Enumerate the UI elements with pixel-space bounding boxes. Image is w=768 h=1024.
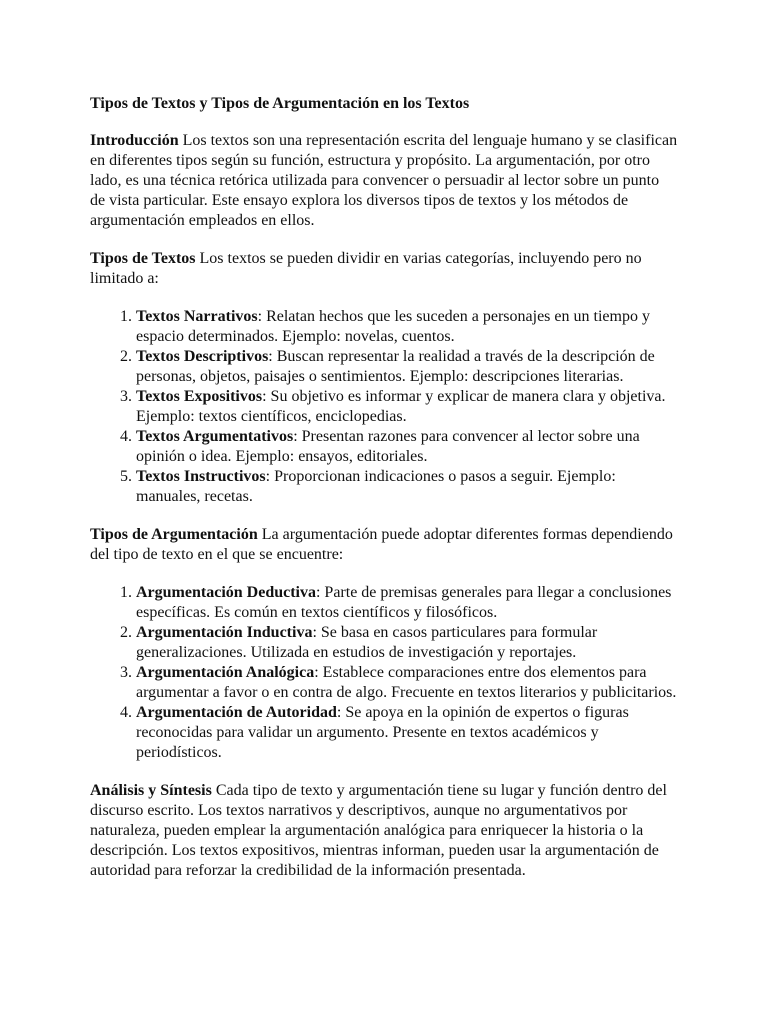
list-item-desc: : Proporcionan indicaciones o pasos a seguir. Ejemplo: manuales, recetas. xyxy=(136,468,616,505)
intro-text: Los textos son una representación escrita del lenguaje humano y se clasifican en diferentes tipos según su función, estructura y propósito. La argumentación, por otro lado, es una técnica retórica utilizada para convencer o persuadir al lector sobre un punto de vista particular. Este ensayo explora los diversos tipos de textos y los métodos de argumentación empleados en ellos. xyxy=(90,132,678,229)
list-item-desc: : Se basa en casos particulares para formular generalizaciones. Utilizada en estudios de investigación y reportajes. xyxy=(136,624,598,661)
list-item-term: Argumentación Analógica xyxy=(136,664,315,681)
list-item-term: Textos Narrativos xyxy=(136,308,258,325)
tipos-argumentacion-text: La argumentación puede adoptar diferentes formas dependiendo del tipo de texto en el que se encuentre: xyxy=(90,526,673,563)
tipos-argumentacion-heading: Tipos de Argumentación xyxy=(90,526,258,543)
analisis-paragraph xyxy=(90,781,678,881)
intro-paragraph xyxy=(90,131,678,231)
analisis-heading: Análisis y Síntesis xyxy=(90,782,212,799)
list-item-desc: : Establece comparaciones entre dos elementos para argumentar a favor o en contra de algo. Frecuente en textos literarios y publicitarios. xyxy=(136,664,677,701)
tipos-argumentacion-paragraph xyxy=(90,525,678,565)
list-item-term: Textos Expositivos xyxy=(136,388,263,405)
tipos-textos-heading: Tipos de Textos xyxy=(90,250,196,267)
document-title: Tipos de Textos y Tipos de Argumentación en los Textos xyxy=(90,95,470,112)
list-item xyxy=(136,427,678,467)
tipos-textos-text: Los textos se pueden dividir en varias categorías, incluyendo pero no limitado a: xyxy=(90,250,642,287)
list-item-term: Textos Argumentativos xyxy=(136,428,294,445)
tipos-argumentacion-list xyxy=(90,583,678,763)
list-item xyxy=(136,347,678,387)
list-item-desc: : Relatan hechos que les suceden a personajes en un tiempo y espacio determinados. Ejemplo: novelas, cuentos. xyxy=(136,308,650,345)
list-item-desc: : Se apoya en la opinión de expertos o figuras reconocidas para validar un argumento. Presente en textos académicos y periodísticos. xyxy=(136,704,629,761)
list-item-desc: : Su objetivo es informar y explicar de manera clara y objetiva. Ejemplo: textos científicos, enciclopedias. xyxy=(136,388,666,425)
tipos-textos-list xyxy=(90,307,678,507)
list-item-desc: : Parte de premisas generales para llegar a conclusiones específicas. Es común en textos científicos y filosóficos. xyxy=(136,584,672,621)
list-item-term: Textos Descriptivos xyxy=(136,348,269,365)
list-item-term: Argumentación de Autoridad xyxy=(136,704,337,721)
tipos-textos-paragraph xyxy=(90,249,678,289)
intro-heading: Introducción xyxy=(90,132,179,149)
analisis-text: Cada tipo de texto y argumentación tiene su lugar y función dentro del discurso escrito. Los textos narrativos y descriptivos, aunque no argumentativos por naturaleza, pueden emplear la argumentación analógica para enriquecer la historia o la descripción. Los textos expositivos, mientras informan, pueden usar la argumentación de autoridad para reforzar la credibilidad de la información presentada. xyxy=(90,782,667,879)
list-item-term: Argumentación Deductiva xyxy=(136,584,316,601)
list-item-term: Argumentación Inductiva xyxy=(136,624,313,641)
list-item xyxy=(136,307,678,347)
list-item-desc: : Buscan representar la realidad a través de la descripción de personas, objetos, paisajes o sentimientos. Ejemplo: descripciones literarias. xyxy=(136,348,655,385)
list-item xyxy=(136,703,678,763)
list-item xyxy=(136,583,678,623)
list-item xyxy=(136,387,678,427)
list-item xyxy=(136,467,678,507)
list-item-desc: : Presentan razones para convencer al lector sobre una opinión o idea. Ejemplo: ensayos, editoriales. xyxy=(136,428,640,465)
list-item xyxy=(136,623,678,663)
list-item xyxy=(136,663,678,703)
list-item-term: Textos Instructivos xyxy=(136,468,266,485)
